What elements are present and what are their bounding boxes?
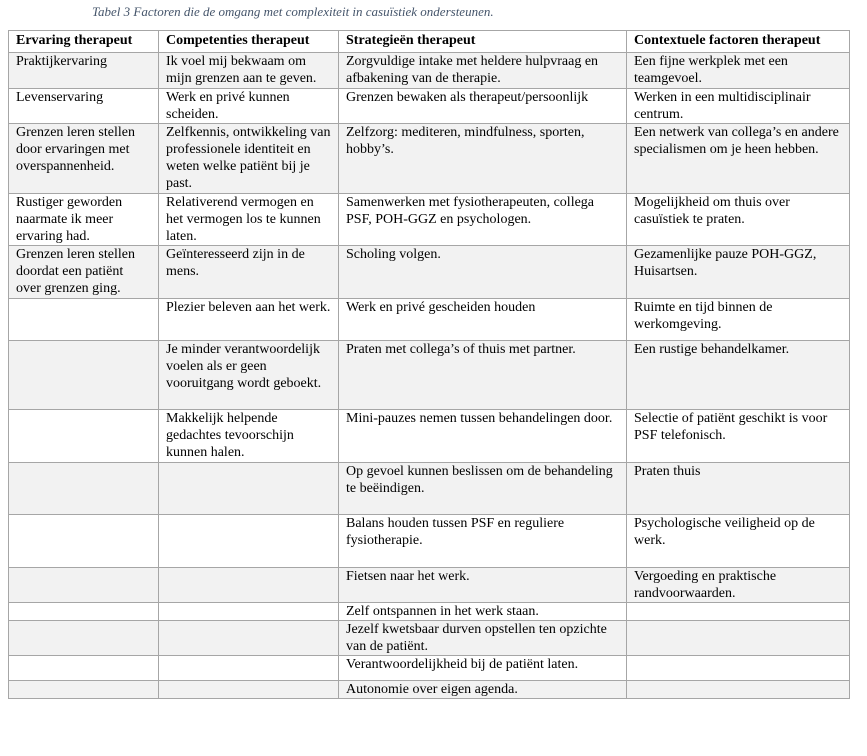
table-row [9, 568, 850, 603]
table-cell: Zorgvuldige intake met heldere hulpvraag en afbakening van de therapie. [339, 53, 627, 89]
table-row [9, 515, 850, 568]
table-cell: Werk en privé gescheiden houden [339, 299, 627, 341]
table-cell [159, 568, 339, 603]
table-cell: Je minder verantwoordelijk voelen als er geen vooruitgang wordt geboekt. [159, 341, 339, 410]
table-cell: Autonomie over eigen agenda. [339, 681, 627, 699]
table-row [9, 124, 850, 194]
table-row [9, 603, 850, 621]
table-row [9, 246, 850, 299]
table-cell: Zelfkennis, ontwikkeling van professionele identiteit en weten welke patiënt bij je past. [159, 124, 339, 194]
table-cell: Grenzen leren stellen door ervaringen met overspannenheid. [9, 124, 159, 194]
table-cell: Werken in een multidisciplinair centrum. [627, 89, 850, 124]
table-cell [159, 681, 339, 699]
table-cell [9, 515, 159, 568]
table-cell: Balans houden tussen PSF en reguliere fysiotherapie. [339, 515, 627, 568]
table-row [9, 53, 850, 89]
table-caption: Tabel 3 Factoren die de omgang met complexiteit in casuïstiek ondersteunen. [92, 4, 494, 19]
table-cell [627, 681, 850, 699]
table-cell: Mini-pauzes nemen tussen behandelingen door. [339, 410, 627, 463]
table-cell: Samenwerken met fysiotherapeuten, collega PSF, POH-GGZ en psychologen. [339, 194, 627, 246]
table-cell: Fietsen naar het werk. [339, 568, 627, 603]
table-cell [9, 681, 159, 699]
header-competencies: Competenties therapeut [159, 31, 339, 53]
table-cell: Werk en privé kunnen scheiden. [159, 89, 339, 124]
header-context: Contextuele factoren therapeut [627, 31, 850, 53]
header-strategies: Strategieën therapeut [339, 31, 627, 53]
table-cell: Zelfzorg: mediteren, mindfulness, sporten, hobby’s. [339, 124, 627, 194]
table-cell: Levenservaring [9, 89, 159, 124]
table-cell [627, 656, 850, 681]
table-cell: Plezier beleven aan het werk. [159, 299, 339, 341]
table-cell: Jezelf kwetsbaar durven opstellen ten opzichte van de patiënt. [339, 621, 627, 656]
table-cell [9, 341, 159, 410]
table-cell: Op gevoel kunnen beslissen om de behandeling te beëindigen. [339, 463, 627, 515]
table-cell [9, 410, 159, 463]
factors-table [8, 30, 850, 699]
table-cell: Een netwerk van collega’s en andere specialismen om je heen hebben. [627, 124, 850, 194]
table-cell: Verantwoordelijkheid bij de patiënt laten. [339, 656, 627, 681]
table-cell [9, 463, 159, 515]
table-cell: Grenzen bewaken als therapeut/persoonlijk [339, 89, 627, 124]
table-cell: Praten thuis [627, 463, 850, 515]
table-cell: Grenzen leren stellen doordat een patiënt over grenzen ging. [9, 246, 159, 299]
table-cell: Een rustige behandelkamer. [627, 341, 850, 410]
table-cell: Vergoeding en praktische randvoorwaarden. [627, 568, 850, 603]
table-row [9, 299, 850, 341]
table-cell [9, 299, 159, 341]
table-cell [627, 603, 850, 621]
table-row [9, 681, 850, 699]
table-cell [9, 656, 159, 681]
table-cell: Gezamenlijke pauze POH-GGZ, Huisartsen. [627, 246, 850, 299]
table-cell: Psychologische veiligheid op de werk. [627, 515, 850, 568]
table-cell [9, 621, 159, 656]
table-cell: Rustiger geworden naarmate ik meer ervaring had. [9, 194, 159, 246]
table-cell: Scholing volgen. [339, 246, 627, 299]
table-cell [9, 568, 159, 603]
table-cell [159, 515, 339, 568]
table-cell: Mogelijkheid om thuis over casuïstiek te praten. [627, 194, 850, 246]
table-row [9, 621, 850, 656]
header-experience: Ervaring therapeut [9, 31, 159, 53]
table-cell: Relativerend vermogen en het vermogen los te kunnen laten. [159, 194, 339, 246]
table-cell: Ruimte en tijd binnen de werkomgeving. [627, 299, 850, 341]
table-cell [159, 621, 339, 656]
table-cell: Makkelijk helpende gedachtes tevoorschijn kunnen halen. [159, 410, 339, 463]
table-cell [159, 656, 339, 681]
table-cell: Ik voel mij bekwaam om mijn grenzen aan te geven. [159, 53, 339, 89]
table-row [9, 656, 850, 681]
table-cell: Praktijkervaring [9, 53, 159, 89]
table-row [9, 89, 850, 124]
table-header-row [9, 31, 850, 53]
table-cell [9, 603, 159, 621]
table-cell [627, 621, 850, 656]
table-row [9, 463, 850, 515]
table-cell: Zelf ontspannen in het werk staan. [339, 603, 627, 621]
table-cell: Een fijne werkplek met een teamgevoel. [627, 53, 850, 89]
table-cell [159, 603, 339, 621]
table-row [9, 194, 850, 246]
table-row [9, 410, 850, 463]
table-row [9, 341, 850, 410]
table-cell: Geïnteresseerd zijn in de mens. [159, 246, 339, 299]
table-cell [159, 463, 339, 515]
table-cell: Selectie of patiënt geschikt is voor PSF telefonisch. [627, 410, 850, 463]
table-cell: Praten met collega’s of thuis met partner. [339, 341, 627, 410]
